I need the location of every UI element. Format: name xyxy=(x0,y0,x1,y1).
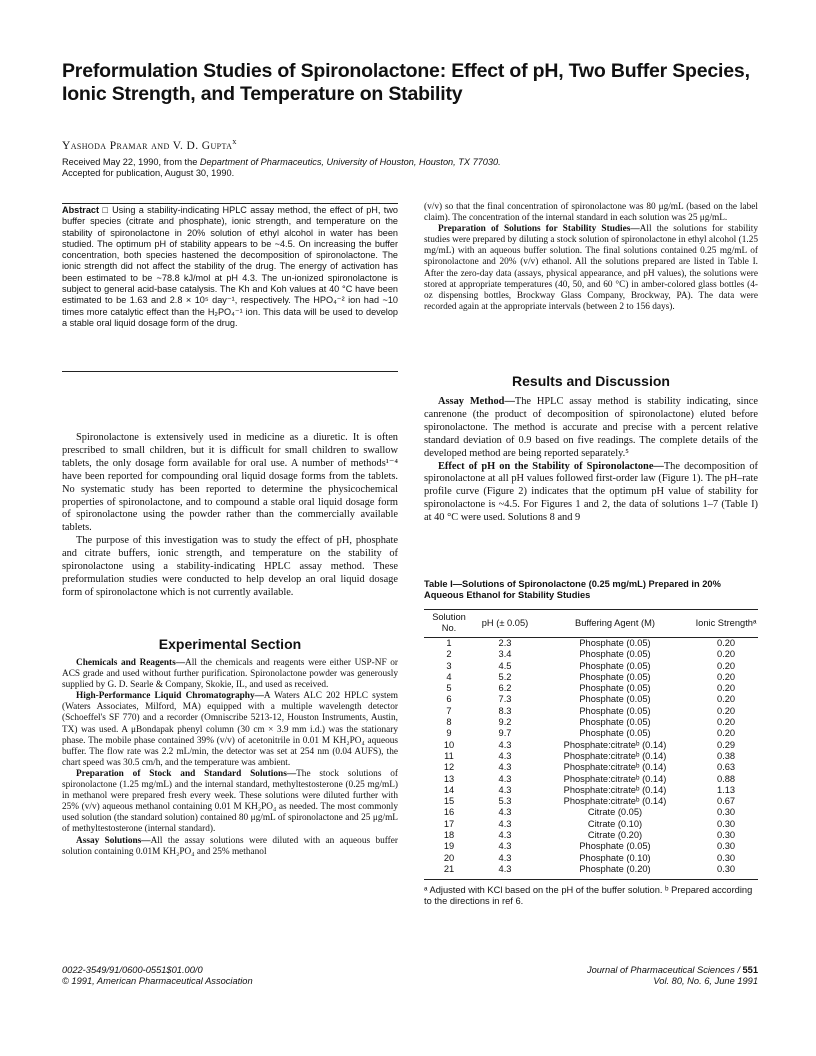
assay-continuation: (v/v) so that the final concentration of spironolactone was 80 μg/mL (based on the label claim). The concentration of the internal standard in each solution was 25 μg/mL. xyxy=(424,202,758,224)
ph-effect-paragraph xyxy=(424,461,758,526)
cell-solution-no: 3 xyxy=(446,660,452,671)
table-row xyxy=(424,774,758,785)
cell-ionic-strength: 0.20 xyxy=(716,638,736,648)
table-row xyxy=(424,706,758,717)
ph-effect-heading: Effect of pH on the Stability of Spironolactone— xyxy=(438,460,664,472)
table-row xyxy=(424,672,758,683)
cell-solution-no: 2 xyxy=(446,649,452,660)
cell-ionic-strength: 0.30 xyxy=(716,807,736,818)
cell-ph: 4.3 xyxy=(498,739,512,750)
table-row xyxy=(424,638,758,650)
hplc-paragraph xyxy=(62,691,398,769)
cell-buffer: Phosphate:citrateᵇ (0.14) xyxy=(563,739,667,750)
corresponding-author-mark: x xyxy=(232,137,237,146)
assay-solutions-text: All the assay solutions were diluted with an aqueous buffer solution containing 0.01M KH₂PO₄ and 25% methanol xyxy=(62,835,398,857)
cell-solution-no: 13 xyxy=(443,773,455,784)
assay-solutions-paragraph xyxy=(62,836,398,858)
cell-buffer: Phosphate (0.10) xyxy=(579,852,651,863)
cell-solution-no: 8 xyxy=(446,717,452,728)
table-row xyxy=(424,762,758,773)
cell-solution-no: 5 xyxy=(446,683,452,694)
cell-ph: 4.3 xyxy=(498,830,512,841)
cell-ionic-strength: 0.20 xyxy=(716,705,736,716)
cell-buffer: Citrate (0.20) xyxy=(587,830,643,841)
journal-name: Journal of Pharmaceutical Sciences / xyxy=(586,965,743,975)
results-section xyxy=(424,396,758,525)
table-row xyxy=(424,683,758,694)
abstract-top-rule xyxy=(62,203,398,204)
table-row xyxy=(424,728,758,739)
cell-solution-no: 9 xyxy=(446,728,452,739)
cell-solution-no: 16 xyxy=(443,807,455,818)
author-line xyxy=(62,137,237,152)
cell-ph: 4.5 xyxy=(498,660,512,671)
cell-solution-no: 4 xyxy=(446,671,452,682)
stability-heading: Preparation of Solutions for Stability Studies— xyxy=(438,224,640,235)
table-1 xyxy=(424,609,758,908)
cell-ionic-strength: 0.30 xyxy=(716,863,736,874)
cell-solution-no: 17 xyxy=(443,818,455,829)
table-bottom-rule xyxy=(424,879,758,880)
col-header-ionic: Ionic Strengthᵃ xyxy=(695,617,757,628)
right-column-top xyxy=(424,202,758,313)
assay-method-paragraph xyxy=(424,396,758,461)
col-header-buffer: Buffering Agent (M) xyxy=(575,617,655,628)
cell-ionic-strength: 0.20 xyxy=(716,728,736,739)
cell-ionic-strength: 0.88 xyxy=(716,773,736,784)
cell-buffer: Phosphate (0.05) xyxy=(579,717,651,728)
cell-buffer: Phosphate (0.05) xyxy=(579,660,651,671)
table-row xyxy=(424,853,758,864)
cell-ionic-strength: 0.20 xyxy=(716,660,736,671)
cell-ph: 9.7 xyxy=(498,728,512,739)
cell-ph: 4.3 xyxy=(498,773,512,784)
cell-ph: 4.3 xyxy=(498,818,512,829)
intro-paragraph-2: The purpose of this investigation was to study the effect of pH, phosphate and citrate buffers, ionic strength, and temperature on the stability of spironolactone using a stability-indicating HPLC assay method. These preformulation studies were conducted to help develop an oral liquid dosage form of spironolactone which is not currently available. xyxy=(62,535,398,598)
col-header-solution: Solution No. xyxy=(432,612,466,633)
cell-ph: 4.3 xyxy=(498,784,512,795)
cell-buffer: Phosphate:citrateᵇ (0.14) xyxy=(563,784,667,795)
cell-solution-no: 20 xyxy=(443,852,455,863)
cell-ph: 4.3 xyxy=(498,762,512,773)
article-title: Preformulation Studies of Spironolactone: Effect of pH, Two Buffer Species, Ionic Strength, and Temperature on Stability xyxy=(62,60,750,105)
table-row xyxy=(424,864,758,875)
cell-buffer: Phosphate:citrateᵇ (0.14) xyxy=(563,796,667,807)
cell-solution-no: 6 xyxy=(446,694,452,705)
abstract-bottom-rule xyxy=(62,371,398,372)
col-header-ph: pH (± 0.05) xyxy=(481,617,529,628)
table-row xyxy=(424,830,758,841)
table-header-row xyxy=(424,610,758,638)
cell-ph: 4.3 xyxy=(498,750,512,761)
table-row xyxy=(424,740,758,751)
stock-heading: Preparation of Stock and Standard Solutions— xyxy=(76,768,297,779)
cell-buffer: Phosphate (0.05) xyxy=(579,649,651,660)
table-caption: Table I—Solutions of Spironolactone (0.25 mg/mL) Prepared in 20% Aqueous Ethanol for Stability Studies xyxy=(424,579,721,601)
cell-ionic-strength: 0.63 xyxy=(716,762,736,773)
hplc-heading: High-Performance Liquid Chromatography— xyxy=(76,691,264,702)
cell-ionic-strength: 0.30 xyxy=(716,818,736,829)
experimental-heading: Experimental Section xyxy=(158,636,302,652)
cell-ionic-strength: 0.20 xyxy=(716,683,736,694)
cell-solution-no: 14 xyxy=(443,784,455,795)
stability-text: All the solutions for stability studies were prepared by diluting a stock solution of spironolactone in ethyl alcohol (1.25 mg/mL) with an aqueous buffer solution. The final solutions contained 0.25 mg/mL of spironolactone and 20% (v/v) ethanol. All the solutions prepared are listed in Table I. After the zero-day data (assays, physical appearance, and pH values), the solutions were stored at appropriate temperatures (40, 50, and 60 °C) in amber-colored glass bottles (4-oz dispensing bottles, Brockway Glass Company, Brockway, PA). The data were recorded again at the appropriate intervals (between 2 to 156 days). xyxy=(424,224,758,312)
table-footnote: ᵃ Adjusted with KCl based on the pH of the buffer solution. ᵇ Prepared according to the directions in ref 6. xyxy=(424,885,753,907)
cell-ph: 2.3 xyxy=(498,638,512,648)
cell-ionic-strength: 0.20 xyxy=(716,694,736,705)
stability-paragraph xyxy=(424,224,758,313)
cell-buffer: Phosphate (0.05) xyxy=(579,694,651,705)
cell-ph: 9.2 xyxy=(498,717,512,728)
intro-paragraph-1: Spironolactone is extensively used in medicine as a diuretic. It is often prescribed to small children, but it is difficult for small children to swallow tablets, the only dosage form available for oral use. A number of methods¹⁻⁴ have been reported for compounding oral liquid dosage forms from the tablets. No systematic study has been reported to determine the physicochemical properties of spironolactone, and to compound a stable oral liquid dosage form of spironolactone using the powder rather than the commercially available tablets. xyxy=(62,432,398,534)
cell-ionic-strength: 0.38 xyxy=(716,750,736,761)
chemicals-paragraph xyxy=(62,658,398,691)
cell-buffer: Phosphate (0.05) xyxy=(579,671,651,682)
cell-buffer: Phosphate:citrateᵇ (0.14) xyxy=(563,750,667,761)
footer-right xyxy=(520,965,758,988)
assay-method-heading: Assay Method— xyxy=(438,396,515,407)
abstract-label: Abstract □ xyxy=(62,205,109,215)
ph-effect-text: The decomposition of spironolactone at all pH values followed first-order law (Figure 1). The pH–rate profile curve (Figure 2) indicates that the optimum pH value of stability for spironolactone is ~4.5. For Figures 1 and 2, the data of solutions 1–7 (Table I) at 40 °C were used. Solutions 8 and 9 xyxy=(424,460,758,524)
chemicals-heading: Chemicals and Reagents— xyxy=(76,658,186,668)
chemicals-text: All the chemicals and reagents were either USP-NF or ACS grade and used without further purification. Spironolactone powder was generously supplied by G. D. Searle & Company, Skokie, IL, and used as received. xyxy=(62,658,398,691)
table-row xyxy=(424,751,758,762)
assay-solutions-heading: Assay Solutions— xyxy=(76,835,151,846)
cell-ionic-strength: 0.20 xyxy=(716,649,736,660)
cell-ph: 4.3 xyxy=(498,841,512,852)
hplc-text: A Waters ALC 202 HPLC system (Waters Associates, Milford, MA) equipped with a multiple wavelength detector (Schoeffel's SF 770) and a recorder (Omniscribe 5213-12, Houston Instruments, Austin, TX) was used. A μBondapak phenyl column (30 cm × 3.9 mm i.d.) was the stationary phase. The mobile phase contained 39% (v/v) of acetonitrile in 0.01 M KH₂PO₄ aqueous buffer. The flow rate was 2.2 mL/min, the detector was set at 254 nm (0.04 AUFS), the chart speed was 30.5 cm/h, and the temperature was ambient. xyxy=(62,691,398,768)
cell-ph: 7.3 xyxy=(498,694,512,705)
received-note xyxy=(62,157,752,179)
volume-line: Vol. 80, No. 6, June 1991 xyxy=(653,976,758,987)
table-row xyxy=(424,785,758,796)
table-row xyxy=(424,717,758,728)
cell-ionic-strength: 0.20 xyxy=(716,717,736,728)
stock-paragraph xyxy=(62,769,398,836)
cell-buffer: Phosphate (0.05) xyxy=(579,683,651,694)
table-body xyxy=(424,638,758,876)
stock-text: The stock solutions of spironolactone (1.25 mg/mL) and the internal standard, methyltestosterone (0.25 mg/mL) in methanol were prepared fresh every week. These solutions were diluted further with 25% (v/v) aqueous methanol containing 0.01 M KH₂PO₄ as needed. The most commonly used solution (the standard solution) contained 80 μg/mL of spironolactone and 25 μg/mL of methyltestosterone (internal standard). xyxy=(62,768,399,835)
table-row xyxy=(424,649,758,660)
cell-ionic-strength: 0.67 xyxy=(716,796,736,807)
affiliation: Department of Pharmaceutics, University of Houston, Houston, TX 77030. xyxy=(199,157,501,167)
abstract-text: Using a stability-indicating HPLC assay method, the effect of pH, two buffer species (citrate and phosphate), ionic strength, and temperature on the stability of spironolactone in 20% solution of ethyl alcohol in water has been studied. The optimum pH of stability appears to be ~4.5. On increasing the buffer concentration, both species hastened the decomposition of spironolactone. The ionic strength did not affect the stability of the drug. The energy of activation has been estimated to be ~78.8 kJ/mol at pH 4.3. The un-ionized spironolactone is subject to general acid-base catalysis. The Kh and Koh values at 40 °C have been estimated to be 1.63 and 2.8 × 10⁵ day⁻¹, respectively. The HPO₄⁻² ion had ~10 times more catalytic effect than the H₂PO₄⁻¹ ion. This data will be used to develop a stable oral liquid dosage form of the drug. xyxy=(62,205,398,328)
cell-buffer: Phosphate (0.05) xyxy=(579,705,651,716)
issn-line: 0022-3549/91/0600-0551$01.00/0 xyxy=(62,965,203,975)
table-row xyxy=(424,796,758,807)
cell-ph: 6.2 xyxy=(498,683,512,694)
table-row xyxy=(424,807,758,818)
cell-buffer: Citrate (0.10) xyxy=(587,818,643,829)
experimental-section xyxy=(62,658,398,858)
cell-buffer: Phosphate:citrateᵇ (0.14) xyxy=(563,773,667,784)
page-number: 551 xyxy=(742,965,758,975)
assay-method-text: The HPLC assay method is stability indicating, since canrenone (the product of decomposition of spironolactone) eluted before spironolactone. The method is accurate and precise with a percent relative standard deviation of 0.9 based on five readings. The complete details of the developed method are being reported separately.⁵ xyxy=(424,396,758,459)
cell-ph: 4.3 xyxy=(498,863,512,874)
footer-left xyxy=(62,965,253,988)
cell-ph: 3.4 xyxy=(498,649,512,660)
cell-ph: 5.3 xyxy=(498,796,512,807)
cell-solution-no: 18 xyxy=(443,830,455,841)
cell-ionic-strength: 0.30 xyxy=(716,852,736,863)
abstract xyxy=(62,205,398,329)
cell-solution-no: 12 xyxy=(443,762,455,773)
cell-ionic-strength: 0.30 xyxy=(716,841,736,852)
introduction xyxy=(62,432,398,600)
cell-ph: 5.2 xyxy=(498,671,512,682)
table-row xyxy=(424,694,758,705)
cell-ionic-strength: 0.29 xyxy=(716,739,736,750)
journal-line xyxy=(520,965,758,976)
cell-ph: 8.3 xyxy=(498,705,512,716)
table-row xyxy=(424,819,758,830)
results-heading: Results and Discussion xyxy=(512,373,670,389)
cell-solution-no: 7 xyxy=(446,705,452,716)
cell-solution-no: 10 xyxy=(443,739,455,750)
cell-ph: 4.3 xyxy=(498,852,512,863)
copyright-line: © 1991, American Pharmaceutical Association xyxy=(62,976,253,987)
cell-buffer: Phosphate (0.05) xyxy=(579,728,651,739)
cell-solution-no: 21 xyxy=(443,863,455,874)
received-date: Received May 22, 1990, from the xyxy=(62,157,200,167)
cell-solution-no: 19 xyxy=(443,841,455,852)
table-row xyxy=(424,661,758,672)
accepted-date: Accepted for publication, August 30, 1990. xyxy=(62,168,235,178)
cell-buffer: Phosphate (0.05) xyxy=(579,841,651,852)
cell-buffer: Citrate (0.05) xyxy=(587,807,643,818)
cell-solution-no: 15 xyxy=(443,796,455,807)
cell-ionic-strength: 0.30 xyxy=(716,830,736,841)
cell-buffer: Phosphate (0.05) xyxy=(579,638,651,648)
cell-ph: 4.3 xyxy=(498,807,512,818)
cell-ionic-strength: 1.13 xyxy=(716,784,736,795)
cell-solution-no: 11 xyxy=(444,750,454,761)
table-row xyxy=(424,841,758,852)
cell-buffer: Phosphate (0.20) xyxy=(579,863,651,874)
cell-solution-no: 1 xyxy=(446,638,452,648)
cell-buffer: Phosphate:citrateᵇ (0.14) xyxy=(563,762,667,773)
cell-ionic-strength: 0.20 xyxy=(716,671,736,682)
author-names: Yashoda Pramar and V. D. Gupta xyxy=(62,139,233,152)
